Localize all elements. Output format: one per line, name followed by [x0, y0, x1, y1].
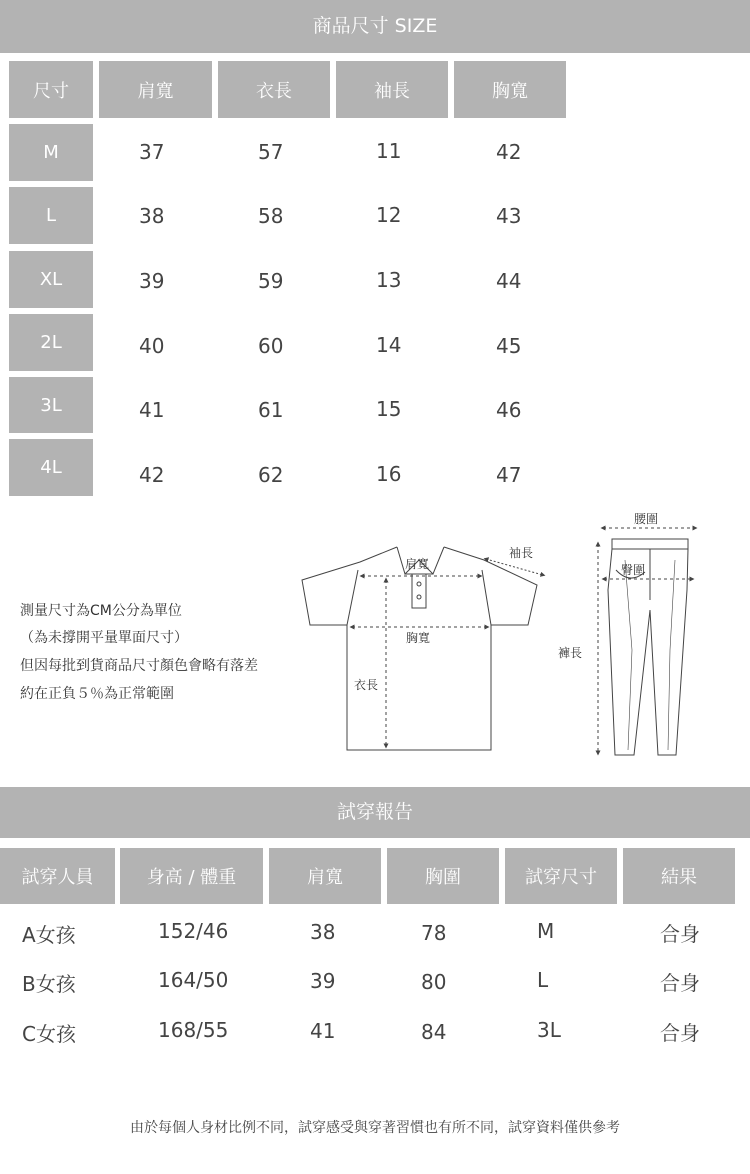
diagram-label-waist: 腰圍: [634, 512, 659, 526]
fit-chest: 80: [421, 970, 447, 994]
sleeve-value: 16: [376, 462, 402, 486]
length-value: 62: [258, 463, 284, 487]
fit-size: M: [537, 919, 555, 943]
shoulder-value: 42: [139, 463, 165, 487]
shoulder-value: 40: [139, 334, 165, 358]
sleeve-measure-line: [486, 559, 543, 575]
sleeve-value: 11: [376, 139, 402, 163]
note-line: （為未撐開平量單面尺寸）: [20, 630, 188, 646]
chest-value: 42: [496, 140, 522, 164]
length-value: 58: [258, 204, 284, 228]
size-label: 4L: [9, 439, 93, 496]
sleeve-value: 14: [376, 333, 402, 357]
fit-chest: 84: [421, 1020, 447, 1044]
note-line: 但因每批到貨商品尺寸顏色會略有落差: [20, 658, 258, 674]
fit-header-person: 試穿人員: [0, 848, 115, 904]
size-label: XL: [9, 251, 93, 308]
length-value: 59: [258, 269, 284, 293]
diagram-label-hip: 臀圍: [621, 563, 646, 577]
fit-header-height-weight: 身高 / 體重: [120, 848, 263, 904]
chest-value: 44: [496, 269, 522, 293]
fit-header-size: 試穿尺寸: [505, 848, 617, 904]
fit-size: L: [537, 968, 549, 992]
fit-header-result: 結果: [623, 848, 735, 904]
shirt-outline-icon: [302, 547, 537, 750]
fit-size: 3L: [537, 1018, 561, 1042]
note-line: 測量尺寸為CM公分為單位: [20, 603, 182, 619]
fit-result: 合身: [660, 922, 700, 946]
length-value: 61: [258, 398, 284, 422]
size-label: M: [9, 124, 93, 181]
shoulder-value: 37: [139, 140, 165, 164]
fit-result: 合身: [660, 1021, 700, 1045]
fit-person: A女孩: [22, 923, 76, 947]
fit-height-weight: 152/46: [158, 919, 229, 943]
fit-chest: 78: [421, 921, 447, 945]
length-value: 60: [258, 334, 284, 358]
size-header-shoulder: 肩寬: [99, 61, 212, 118]
size-header-chest: 胸寬: [454, 61, 566, 118]
measurement-diagram: [0, 500, 750, 780]
fit-shoulder: 39: [310, 969, 336, 993]
fit-result: 合身: [660, 971, 700, 995]
diagram-label-sleeve: 袖長: [509, 546, 534, 560]
chest-value: 43: [496, 204, 522, 228]
diagram-label-chest: 胸寬: [406, 631, 431, 645]
sleeve-value: 15: [376, 397, 402, 421]
fit-person: B女孩: [22, 972, 76, 996]
fit-header-chest: 胸圍: [387, 848, 499, 904]
size-label: 3L: [9, 377, 93, 433]
size-header-sleeve: 袖長: [336, 61, 448, 118]
length-value: 57: [258, 140, 284, 164]
sleeve-value: 12: [376, 203, 402, 227]
shoulder-value: 38: [139, 204, 165, 228]
diagram-label-shoulder: 肩寬: [405, 557, 430, 571]
shoulder-value: 41: [139, 398, 165, 422]
size-header-size: 尺寸: [9, 61, 93, 118]
fit-section-title: 試穿報告: [0, 787, 750, 838]
fit-height-weight: 164/50: [158, 968, 229, 992]
fit-header-shoulder: 肩寬: [269, 848, 381, 904]
shoulder-value: 39: [139, 269, 165, 293]
size-section-title: 商品尺寸 SIZE: [0, 0, 750, 53]
diagram-label-length: 衣長: [354, 678, 379, 692]
fit-person: C女孩: [22, 1022, 76, 1046]
chest-value: 45: [496, 334, 522, 358]
size-label: 2L: [9, 314, 93, 371]
footer-disclaimer: 由於每個人身材比例不同，試穿感受與穿著習慣也有所不同，試穿資料僅供參考: [130, 1120, 620, 1136]
diagram-label-pants-length: 褲長: [558, 646, 583, 660]
fit-shoulder: 41: [310, 1019, 336, 1043]
note-line: 約在正負５％為正常範圍: [20, 686, 174, 702]
chest-value: 47: [496, 463, 522, 487]
fit-height-weight: 168/55: [158, 1018, 229, 1042]
sleeve-value: 13: [376, 268, 402, 292]
fit-shoulder: 38: [310, 920, 336, 944]
chest-value: 46: [496, 398, 522, 422]
size-label: L: [9, 187, 93, 244]
pants-outline-icon: [608, 539, 688, 755]
size-header-length: 衣長: [218, 61, 330, 118]
